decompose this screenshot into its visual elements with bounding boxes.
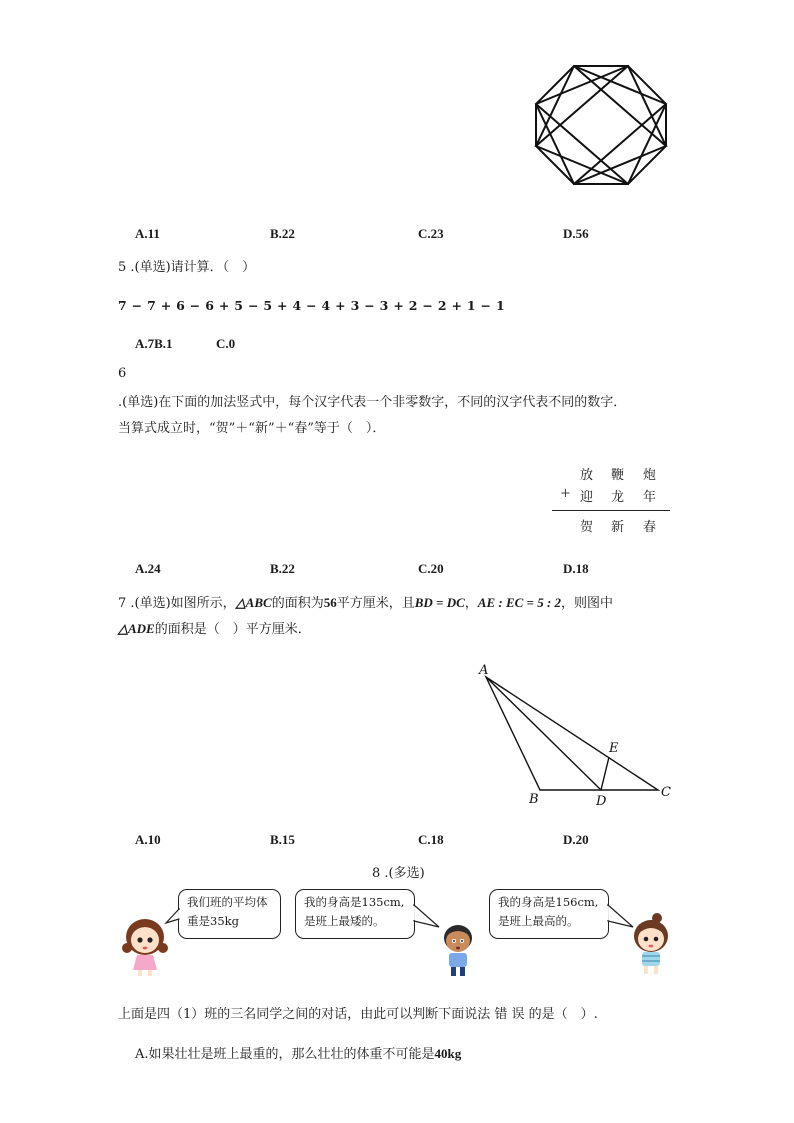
triangle-figure xyxy=(470,660,680,810)
puzzle-r2c2: 龙 xyxy=(611,490,625,505)
speech-bubble-girl-right xyxy=(489,889,609,939)
q6-option-c[interactable]: C.20 xyxy=(418,561,444,576)
q6-line1: .(单选)在下面的加法竖式中，每个汉字代表一个非零数字，不同的汉字代表不同的数字． xyxy=(118,395,627,410)
q4-option-a[interactable]: A.11 xyxy=(135,226,160,241)
q7-line2 xyxy=(118,618,311,637)
puzzle-r1c3: 炮 xyxy=(643,468,657,483)
puzzle-r2c1: 迎 xyxy=(580,490,594,505)
q7-line1 xyxy=(118,592,613,611)
bubble3-line1: 我的身高是156cm, xyxy=(498,895,599,909)
q6-line2: 当算式成立时，“贺”＋“新”＋“春”等于（ ）． xyxy=(118,421,386,436)
q6-option-b[interactable]: B.22 xyxy=(270,561,295,576)
girl-cartoon-right xyxy=(628,912,674,976)
q4-option-d[interactable]: D.56 xyxy=(563,226,589,241)
speech-bubble-boy xyxy=(295,889,415,939)
puzzle-r3c2: 新 xyxy=(611,520,625,535)
speech-bubble-girl-left xyxy=(178,889,281,939)
q7-option-c[interactable]: C.18 xyxy=(418,832,444,847)
q7-option-b[interactable]: B.15 xyxy=(270,832,295,847)
octagon-star-figure xyxy=(530,60,672,190)
q7-option-a[interactable]: A.10 xyxy=(135,832,161,847)
boy-cartoon xyxy=(438,922,478,978)
q8-option-a[interactable] xyxy=(135,1043,461,1062)
bubble3-line2: 是班上最高的。 xyxy=(498,914,579,928)
label-e: E xyxy=(609,741,619,756)
puzzle-sum-line xyxy=(552,510,670,511)
q7-option-d[interactable]: D.20 xyxy=(563,832,589,847)
q6-number: 6 xyxy=(118,366,127,381)
q4-option-b[interactable]: B.22 xyxy=(270,226,295,241)
q7-text2: 平方厘米，且 xyxy=(336,596,415,611)
q8-question: 上面是四（1）班的三名同学之间的对话，由此可以判断下面说法 错 误 的是（ ）. xyxy=(118,1007,598,1022)
q6-option-d[interactable]: D.18 xyxy=(563,561,589,576)
q7-text1: 的面积为 xyxy=(271,596,324,611)
q7-text3: ，则图中 xyxy=(561,596,614,611)
bubble2-line2: 是班上最矮的。 xyxy=(304,914,385,928)
q8-option-a-text: A.如果壮壮是班上最重的，那么壮壮的体重不可能是 xyxy=(135,1047,435,1062)
q5-expression: 7 − 7 + 6 − 6 + 5 − 5 + 4 − 4 + 3 − 3 + 2 − 2 + 1 − 1 xyxy=(118,298,505,313)
q8-title: 8 .(多选) xyxy=(372,866,425,881)
bubble1-line1: 我们班的平均体 xyxy=(187,895,268,909)
q7-area-value: 56 xyxy=(323,595,337,610)
label-b: B xyxy=(529,792,539,807)
q7-cond-bd-dc: BD = DC xyxy=(414,595,465,610)
puzzle-r1c2: 鞭 xyxy=(611,468,625,483)
q8-option-a-value: 40kg xyxy=(434,1046,462,1061)
label-d: D xyxy=(596,794,607,809)
puzzle-r2c3: 年 xyxy=(643,490,657,505)
addition-puzzle xyxy=(550,460,672,540)
label-a: A xyxy=(479,663,489,678)
q4-option-c[interactable]: C.23 xyxy=(418,226,444,241)
q5-option-ab[interactable]: A.7B.1 xyxy=(135,336,173,351)
q5-title: 5 .(单选)请计算．（ ） xyxy=(118,260,256,275)
q7-triangle-abc: △ABC xyxy=(235,595,272,610)
q7-cond-ae-ec: AE : EC = 5 : 2 xyxy=(477,595,562,610)
puzzle-r3c1: 贺 xyxy=(580,520,594,535)
bubble1-line2: 重是35kg xyxy=(187,914,239,928)
q7-sep: ， xyxy=(464,596,478,611)
label-c: C xyxy=(661,785,671,800)
girl-cartoon-left xyxy=(120,915,170,977)
puzzle-plus-sign: + xyxy=(560,486,571,501)
q7-text4: 的面积是（ ）平方厘米． xyxy=(154,622,311,637)
bubble2-line1: 我的身高是135cm, xyxy=(304,895,405,909)
q7-prefix: 7 .(单选)如图所示， xyxy=(118,596,236,611)
q7-triangle-ade: △ADE xyxy=(118,621,155,636)
q6-option-a[interactable]: A.24 xyxy=(135,561,161,576)
puzzle-r1c1: 放 xyxy=(580,468,594,483)
q5-option-c[interactable]: C.0 xyxy=(216,336,236,351)
puzzle-r3c3: 春 xyxy=(643,520,657,535)
